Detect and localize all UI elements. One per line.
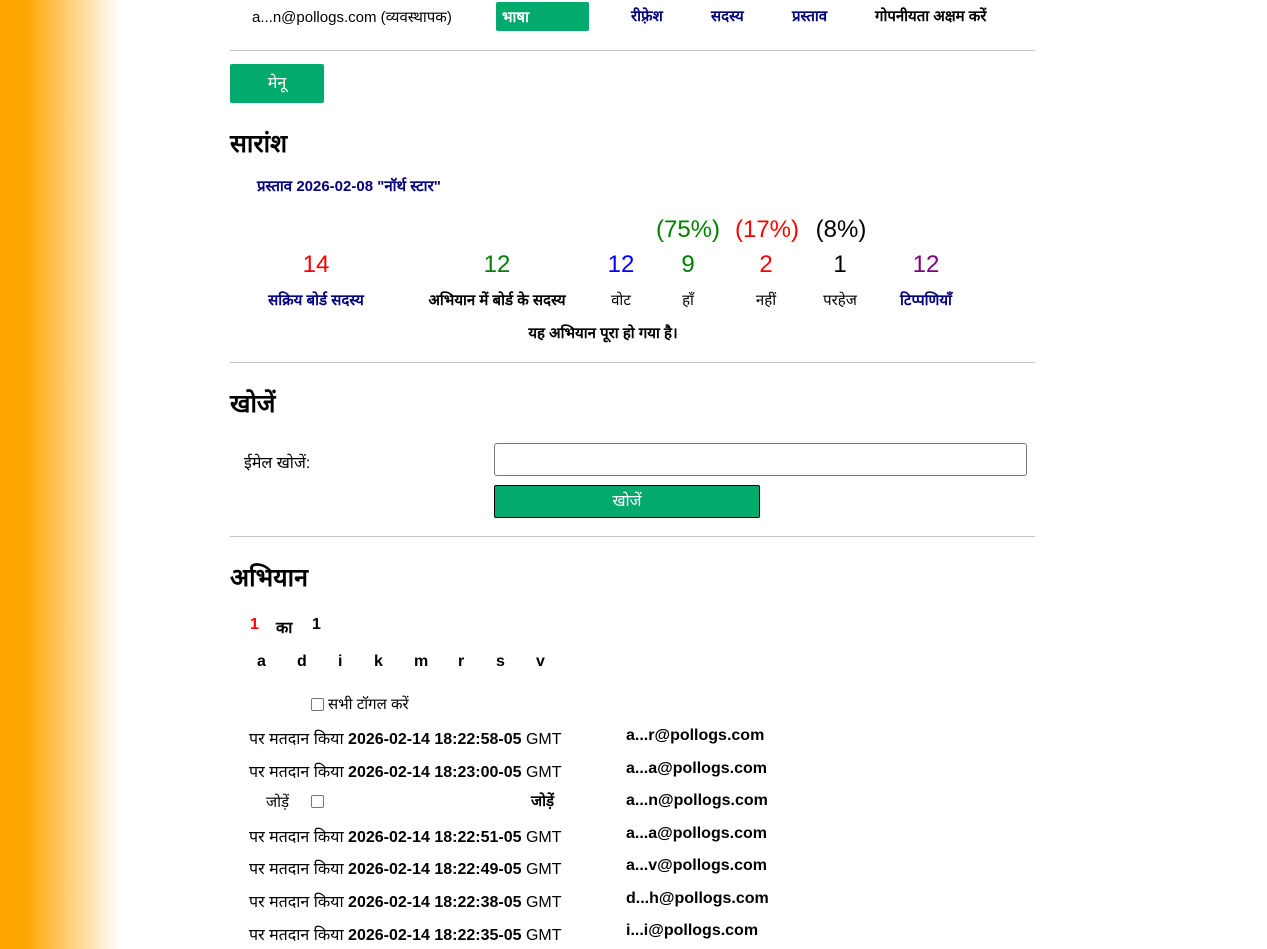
letter-filter-k[interactable]: k	[374, 653, 383, 670]
toggle-all-label: सभी टॉगल करें	[328, 696, 409, 713]
pager-total-pages[interactable]: 1	[312, 616, 321, 633]
divider	[230, 536, 1035, 537]
pager-of-label: का	[276, 620, 293, 637]
toggle-all-checkbox[interactable]	[311, 698, 324, 711]
vote-timezone: GMT	[525, 861, 562, 878]
add-label: जोड़ें	[266, 794, 290, 811]
vote-row	[249, 825, 562, 847]
vote-prefix: पर मतदान किया	[249, 764, 344, 781]
vote-timezone: GMT	[525, 829, 562, 846]
votes-label: वोट	[611, 292, 631, 309]
vote-timestamp: 2026-02-14 18:22:49-05	[348, 861, 522, 878]
divider	[230, 362, 1035, 363]
letter-filter-r[interactable]: r	[458, 653, 465, 670]
no-label: नहीं	[755, 292, 777, 309]
letter-filter-v[interactable]: v	[536, 653, 545, 670]
nav-proposals-link[interactable]: प्रस्ताव	[792, 8, 828, 25]
vote-prefix: पर मतदान किया	[249, 731, 344, 748]
comments-count: 12	[912, 251, 940, 278]
vote-row	[249, 760, 562, 782]
add-member-link[interactable]: जोड़ें	[531, 793, 555, 810]
abstain-percent: (8%)	[815, 216, 867, 243]
vote-row	[249, 890, 562, 912]
comments-link[interactable]: टिप्पणियाँ	[900, 292, 952, 309]
vote-row	[249, 857, 562, 879]
campaign-board-members-label: अभियान में बोर्ड के सदस्य	[428, 292, 566, 309]
vote-timezone: GMT	[525, 731, 562, 748]
member-email: a...n@pollogs.com	[626, 792, 768, 809]
vote-timezone: GMT	[525, 894, 562, 911]
letter-filter-m[interactable]: m	[414, 653, 429, 670]
member-email: d...h@pollogs.com	[626, 890, 769, 907]
disable-privacy-link[interactable]: गोपनीयता अक्षम करें	[875, 8, 987, 25]
campaign-status: यह अभियान पूरा हो गया है।	[528, 325, 678, 342]
menu-button[interactable]: मेनू	[230, 64, 324, 103]
email-search-label: ईमेल खोजें:	[244, 455, 311, 472]
letter-filter-a[interactable]: a	[257, 653, 266, 670]
letter-filter-s[interactable]: s	[496, 653, 505, 670]
yes-percent: (75%)	[655, 216, 721, 243]
active-board-members-count: 14	[302, 251, 330, 278]
vote-timestamp: 2026-02-14 18:22:35-05	[348, 927, 522, 944]
vote-row	[249, 727, 562, 749]
abstain-label: परहेज	[823, 292, 857, 309]
vote-prefix: पर मतदान किया	[249, 927, 344, 944]
add-member-checkbox[interactable]	[311, 795, 324, 808]
current-user: a...n@pollogs.com (व्यवस्थापक)	[252, 9, 452, 26]
no-percent: (17%)	[734, 216, 800, 243]
no-count: 2	[759, 251, 773, 278]
yes-label: हाँ	[682, 292, 694, 309]
yes-count: 9	[681, 251, 695, 278]
member-email: a...v@pollogs.com	[626, 857, 767, 874]
member-email: a...a@pollogs.com	[626, 825, 767, 842]
active-board-members-link[interactable]: सक्रिय बोर्ड सदस्य	[268, 292, 364, 309]
email-search-input[interactable]	[494, 443, 1027, 476]
member-email: i...i@pollogs.com	[626, 922, 759, 939]
member-email: a...r@pollogs.com	[626, 727, 765, 744]
abstain-count: 1	[833, 251, 847, 278]
letter-filter-d[interactable]: d	[297, 653, 307, 670]
member-email: a...a@pollogs.com	[626, 760, 767, 777]
nav-members-link[interactable]: सदस्य	[711, 8, 744, 25]
divider	[230, 50, 1035, 51]
campaign-heading: अभियान	[230, 564, 309, 592]
vote-timezone: GMT	[525, 764, 562, 781]
votes-count: 12	[607, 251, 635, 278]
vote-prefix: पर मतदान किया	[249, 894, 344, 911]
vote-timestamp: 2026-02-14 18:22:38-05	[348, 894, 522, 911]
search-button[interactable]: खोजें	[494, 485, 760, 518]
letter-filter-i[interactable]: i	[338, 653, 343, 670]
campaign-board-members-count: 12	[483, 251, 511, 278]
vote-timestamp: 2026-02-14 18:23:00-05	[348, 764, 522, 781]
vote-row	[249, 923, 562, 945]
vote-prefix: पर मतदान किया	[249, 829, 344, 846]
vote-prefix: पर मतदान किया	[249, 861, 344, 878]
language-button[interactable]: भाषा	[496, 2, 589, 31]
proposal-link[interactable]: प्रस्ताव 2026-02-08 "नॉर्थ स्टार"	[257, 178, 441, 195]
vote-timestamp: 2026-02-14 18:22:58-05	[348, 731, 522, 748]
vote-timestamp: 2026-02-14 18:22:51-05	[348, 829, 522, 846]
nav-refresh-link[interactable]: रीफ़्रेश	[631, 8, 663, 25]
pager-current-page[interactable]: 1	[250, 616, 259, 633]
search-heading: खोजें	[230, 390, 276, 418]
vote-timezone: GMT	[525, 927, 562, 944]
summary-heading: सारांश	[230, 130, 288, 158]
